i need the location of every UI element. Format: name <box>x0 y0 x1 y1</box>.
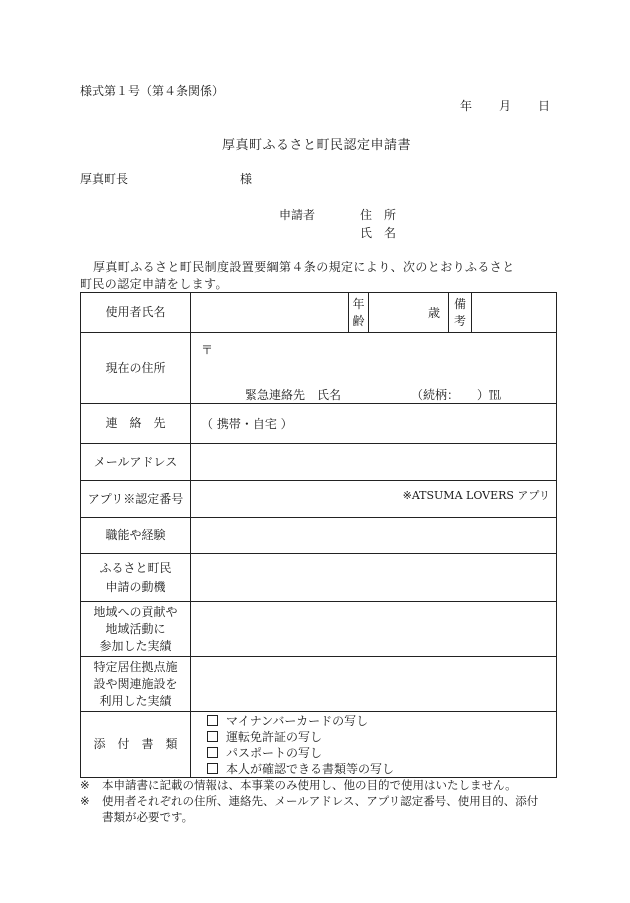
attachment-label-id-docs: 本人が確認できる書類等の写し <box>226 761 395 776</box>
address-label: 現在の住所 <box>81 333 191 404</box>
age-label-char-2: 齢 <box>352 313 365 328</box>
attachment-option-passport[interactable] <box>191 745 556 761</box>
row-motive <box>81 554 557 602</box>
attachment-option-mynumber[interactable] <box>191 713 556 729</box>
row-skills <box>81 518 557 554</box>
user-name-label: 使用者氏名 <box>81 293 191 333</box>
footnote-2-continued <box>80 809 560 825</box>
app-id-label: アプリ※認定番号 <box>81 481 191 518</box>
row-email <box>81 444 557 481</box>
footnote-2 <box>80 793 560 809</box>
attachments-label: 添 付 書 類 <box>81 712 191 778</box>
row-contribution <box>81 602 557 657</box>
facility-field[interactable] <box>191 657 557 712</box>
relation-label: （続柄： ）℡ <box>411 388 502 402</box>
date-year-label: 年 <box>460 99 473 113</box>
facility-label-line-2: 設や関連施設を <box>93 676 178 691</box>
document-title: 厚真町ふるさと町民認定申請書 <box>222 138 412 153</box>
attachment-label-passport: パスポートの写し <box>226 745 323 760</box>
emergency-contact-label: 緊急連絡先 氏名 <box>245 388 342 402</box>
intro-line-2: 町民の認定申請をします。 <box>80 277 228 291</box>
date-day-label: 日 <box>538 99 551 113</box>
row-contact <box>81 404 557 444</box>
contribution-label <box>81 602 191 657</box>
row-address <box>81 333 557 404</box>
remarks-label-char-2: 考 <box>453 313 466 328</box>
footnotes <box>80 777 560 825</box>
age-label-char-1: 年 <box>352 296 365 311</box>
motive-field[interactable] <box>191 554 557 602</box>
age-label <box>349 293 369 333</box>
remarks-label <box>449 293 472 333</box>
applicant-address-label: 住 所 <box>360 208 397 222</box>
remarks-field[interactable] <box>472 293 557 333</box>
contribution-field[interactable] <box>191 602 557 657</box>
contribution-label-line-2: 地域活動に <box>105 621 166 636</box>
attachment-option-id-docs[interactable] <box>191 761 556 777</box>
app-id-field[interactable] <box>191 481 557 518</box>
footnote-2-text: 使用者それぞれの住所、連絡先、メールアドレス、アプリ認定番号、使用目的、添付 <box>102 794 539 808</box>
attachments-field <box>191 712 557 778</box>
contact-label: 連 絡 先 <box>81 404 191 444</box>
age-field[interactable] <box>369 293 449 333</box>
addressee-suffix: 様 <box>240 172 253 186</box>
checkbox-id-docs[interactable] <box>207 763 218 774</box>
motive-label-line-1: ふるさと町民 <box>99 560 172 575</box>
addressee-name: 厚真町長 <box>80 172 129 186</box>
footnote-2-continued-text: 書類が必要です。 <box>102 810 194 824</box>
footnote-2-mark: ※ <box>80 794 90 808</box>
footnote-1-mark: ※ <box>80 778 90 792</box>
attachment-option-license[interactable] <box>191 729 556 745</box>
facility-label-line-3: 利用した実績 <box>99 693 172 708</box>
motive-label <box>81 554 191 602</box>
email-label: メールアドレス <box>81 444 191 481</box>
row-attachments <box>81 712 557 778</box>
checkbox-passport[interactable] <box>207 747 218 758</box>
attachment-label-license: 運転免許証の写し <box>226 729 323 744</box>
skills-label: 職能や経験 <box>81 518 191 554</box>
applicant-name-label: 氏 名 <box>360 226 397 240</box>
footnote-1 <box>80 777 560 793</box>
app-note: ※ATSUMA LOVERS アプリ <box>402 489 550 502</box>
remarks-label-char-1: 備 <box>453 296 466 311</box>
motive-label-line-2: 申請の動機 <box>105 579 166 594</box>
contribution-label-line-3: 参加した実績 <box>99 638 172 653</box>
application-form-table <box>80 292 557 778</box>
form-number: 様式第１号（第４条関係） <box>80 84 225 98</box>
applicant-label: 申請者 <box>279 208 316 222</box>
row-app-id <box>81 481 557 518</box>
contact-field[interactable] <box>191 404 557 444</box>
email-field[interactable] <box>191 444 557 481</box>
date-month-label: 月 <box>499 99 512 113</box>
address-field[interactable] <box>191 333 557 404</box>
facility-label <box>81 657 191 712</box>
facility-label-line-1: 特定居住拠点施 <box>93 659 178 674</box>
user-name-field[interactable] <box>191 293 349 333</box>
contact-type: （ 携帯・自宅 ） <box>201 417 293 431</box>
footnote-3-mark <box>80 809 102 825</box>
intro-line-1: 厚真町ふるさと町民制度設置要綱第４条の規定により、次のとおりふるさと <box>93 260 515 274</box>
checkbox-mynumber[interactable] <box>207 715 218 726</box>
row-user-name <box>81 293 557 333</box>
contribution-label-line-1: 地域への貢献や <box>93 604 178 619</box>
skills-field[interactable] <box>191 518 557 554</box>
footnote-1-text: 本申請書に記載の情報は、本事業のみ使用し、他の目的で使用はいたしません。 <box>102 778 517 792</box>
checkbox-license[interactable] <box>207 731 218 742</box>
row-facility <box>81 657 557 712</box>
attachment-label-mynumber: マイナンバーカードの写し <box>226 713 369 728</box>
postal-mark: 〒 <box>201 343 214 357</box>
age-unit: 歳 <box>427 306 440 320</box>
